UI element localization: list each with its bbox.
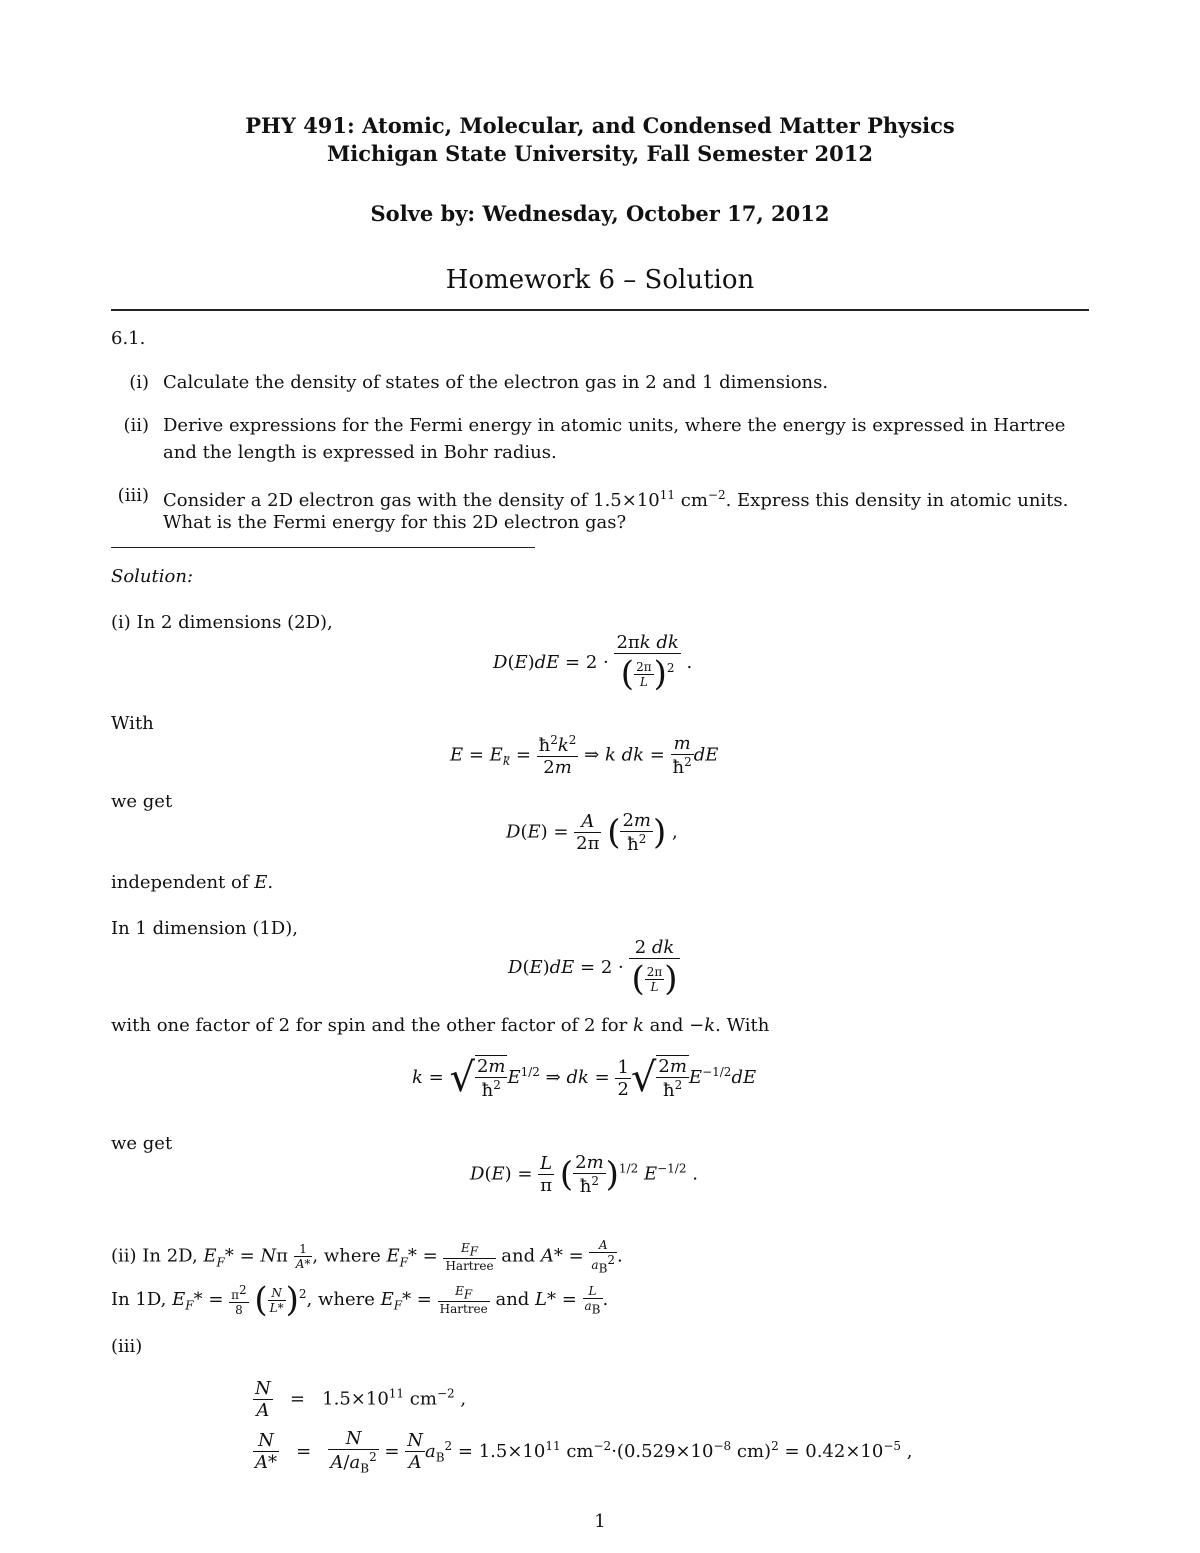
- item-label-i: (i): [129, 372, 149, 393]
- equation-dos-2d: D(E)dE = 2 · 2πk dk ( $\frac{2\pi}{L}$ )$^2$ .: [493, 632, 693, 694]
- one-dim-intro: In 1 dimension (1D),: [111, 918, 298, 939]
- item-text-i: Calculate the density of states of the electron gas in 2 and 1 dimensions.: [163, 372, 829, 393]
- item-text-ii-1: Derive expressions for the Fermi energy in atomic units, where the energy is expressed in Hartree: [163, 415, 1066, 436]
- equation-dos-1d: D(E)dE = 2 · 2 dk ( $\frac{2\pi}{L}$ ): [508, 937, 678, 999]
- we-get-label-2: we get: [111, 1133, 173, 1154]
- item-label-ii: (ii): [123, 415, 149, 436]
- independent-line: independent of E.: [111, 872, 274, 893]
- title-rule: [111, 309, 1089, 311]
- item-text-iii-1: Consider a 2D electron gas with the density of $1.5\times 10^{11}$ $cm^{-2}$. Express this density in atomic units.: [163, 488, 1069, 511]
- fermi-1d-line: In 1D, $E_F*$ = $\frac{\pi^2}{8}$ ( $\frac{N}{L*}$ )$^2$, where $E_F*$ = $\frac{E_F}{\text{Hartree}}$ and L* = $\frac{L}{a_B}$ .: [111, 1280, 609, 1320]
- solution-label: Solution:: [111, 566, 194, 587]
- equation-dos-1d-result: D(E) = $\frac{L}{\pi}$ ( $\frac{2m}{ħ^2}$ )$^{1/2}$ $E^{-1/2}$ .: [470, 1152, 698, 1197]
- with-label: With: [111, 713, 154, 734]
- iii-label: (iii): [111, 1336, 143, 1357]
- item-label-iii: (iii): [117, 485, 149, 506]
- equation-dispersion: $E = E_k$ = $\frac{ħ^2k^2}{2m}$ ⇒ k dk = $\frac{m}{ħ^2}$ dE: [450, 733, 719, 778]
- course-title: PHY 491: Atomic, Molecular, and Condensed Matter Physics: [245, 113, 955, 138]
- item-text-iii-2: What is the Fermi energy for this 2D electron gas?: [163, 512, 627, 533]
- fermi-2d-line: (ii) In 2D, $E_F* = N\pi$ $\frac{1}{A*}$ , where $E_F*$ = $\frac{E_F}{\text{Hartree}}$ and A* = $\frac{A}{a_B^2}$ .: [111, 1238, 623, 1276]
- spin-text: with one factor of 2 for spin and the other factor of 2 for k and −k. With: [111, 1015, 770, 1036]
- density-equation-2: $\frac{N}{A*}$ = $\frac{N}{A/a_B^2}$ = $\frac{N}{A}$ $a_B^2 = 1.5\times 10^{11}$ $cm^{-2}\cdot(0.529\times 10^{-8}$ $cm)^2 = 0.42\times 10^{-5}$ ,: [255, 1428, 913, 1476]
- problem-rule: [111, 547, 535, 548]
- problem-number: 6.1.: [111, 328, 146, 349]
- equation-dos-2d-result: D(E) = $\frac{A}{2\pi}$ ( $\frac{2m}{ħ^2}$ ) ,: [506, 810, 678, 855]
- equation-k-1d: k = √ $\frac{2m}{ħ^2}$ $E^{1/2}$ ⇒ dk = $\frac{1}{2}$ √ $\frac{2m}{ħ^2}$ $E^{-1/2}dE$: [412, 1055, 757, 1101]
- page-title: Homework 6 – Solution: [445, 265, 755, 295]
- solution-i-intro: (i) In 2 dimensions (2D),: [111, 612, 333, 633]
- item-text-ii-2: and the length is expressed in Bohr radius.: [163, 442, 557, 463]
- university-line: Michigan State University, Fall Semester 2012: [327, 141, 873, 166]
- due-date: Solve by: Wednesday, October 17, 2012: [370, 201, 830, 226]
- page-number: 1: [594, 1511, 606, 1532]
- density-equation-1: $\frac{N}{A}$ = $1.5\times 10^{11}$ $cm^{-2}$ ,: [255, 1378, 467, 1421]
- we-get-label-1: we get: [111, 791, 173, 812]
